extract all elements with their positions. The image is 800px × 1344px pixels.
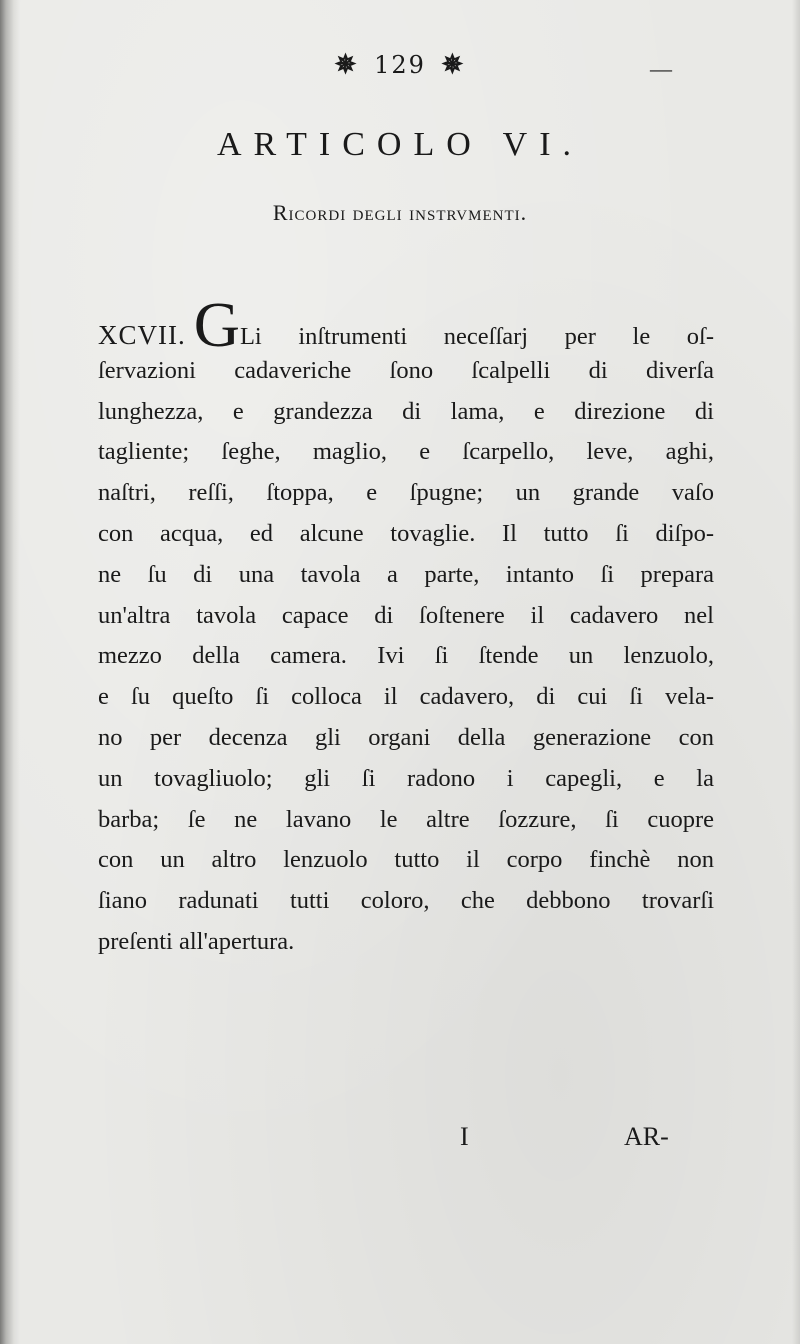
text-line: lunghezza, e grandezza di lama, e direzione di (98, 397, 714, 425)
text-line: XCVII. GLi inſtrumenti neceſſarj per le oſ- (98, 289, 714, 360)
signature-mark: I (460, 1122, 469, 1151)
text-line: tagliente; ſeghe, maglio, e ſcarpello, leve, aghi, (98, 438, 714, 466)
text-line: con un altro lenzuolo tutto il corpo finchè non (98, 846, 714, 874)
text-line: naſtri, reſſi, ſtoppa, e ſpugne; un grande vaſo (98, 479, 714, 507)
article-subheading: Ricordi degli instrvmenti. (272, 200, 528, 225)
header-dash: — (650, 56, 672, 81)
text-line: ſiano radunati tutti coloro, che debbono trovarſi (98, 887, 714, 915)
paragraph-body (98, 289, 714, 963)
text-line: un tovagliuolo; gli ſi radono i capegli, e la (98, 764, 714, 792)
text-line: con acqua, ed alcune tovaglie. Il tutto ſi diſpo- (98, 519, 714, 547)
text-line: un'altra tavola capace di ſoſtenere il cadavero nel (98, 601, 714, 629)
text-line: no per decenza gli organi della generazione con (98, 723, 714, 751)
ornament-right-icon: ✵ (441, 50, 466, 80)
paragraph-number: XCVII. (98, 320, 186, 350)
text-line: ne ſu di una tavola a parte, intanto ſi prepara (98, 560, 714, 588)
running-header (0, 50, 800, 80)
catchword: AR- (624, 1122, 669, 1151)
article-heading: ARTICOLO VI. (216, 126, 584, 163)
text-line: mezzo della camera. Ivi ſi ſtende un lenzuolo, (98, 642, 714, 670)
page-number: 129 (374, 51, 426, 79)
text-line: ſervazioni cadaveriche ſono ſcalpelli di diverſa (98, 356, 714, 384)
ornament-left-icon: ✵ (334, 50, 359, 80)
text-line: barba; ſe ne lavano le altre ſozzure, ſi cuopre (98, 805, 714, 833)
text-line: e ſu queſto ſi colloca il cadavero, di cui ſi vela- (98, 683, 714, 711)
text-line: preſenti all'apertura. (98, 927, 295, 955)
drop-cap: G (193, 289, 240, 360)
